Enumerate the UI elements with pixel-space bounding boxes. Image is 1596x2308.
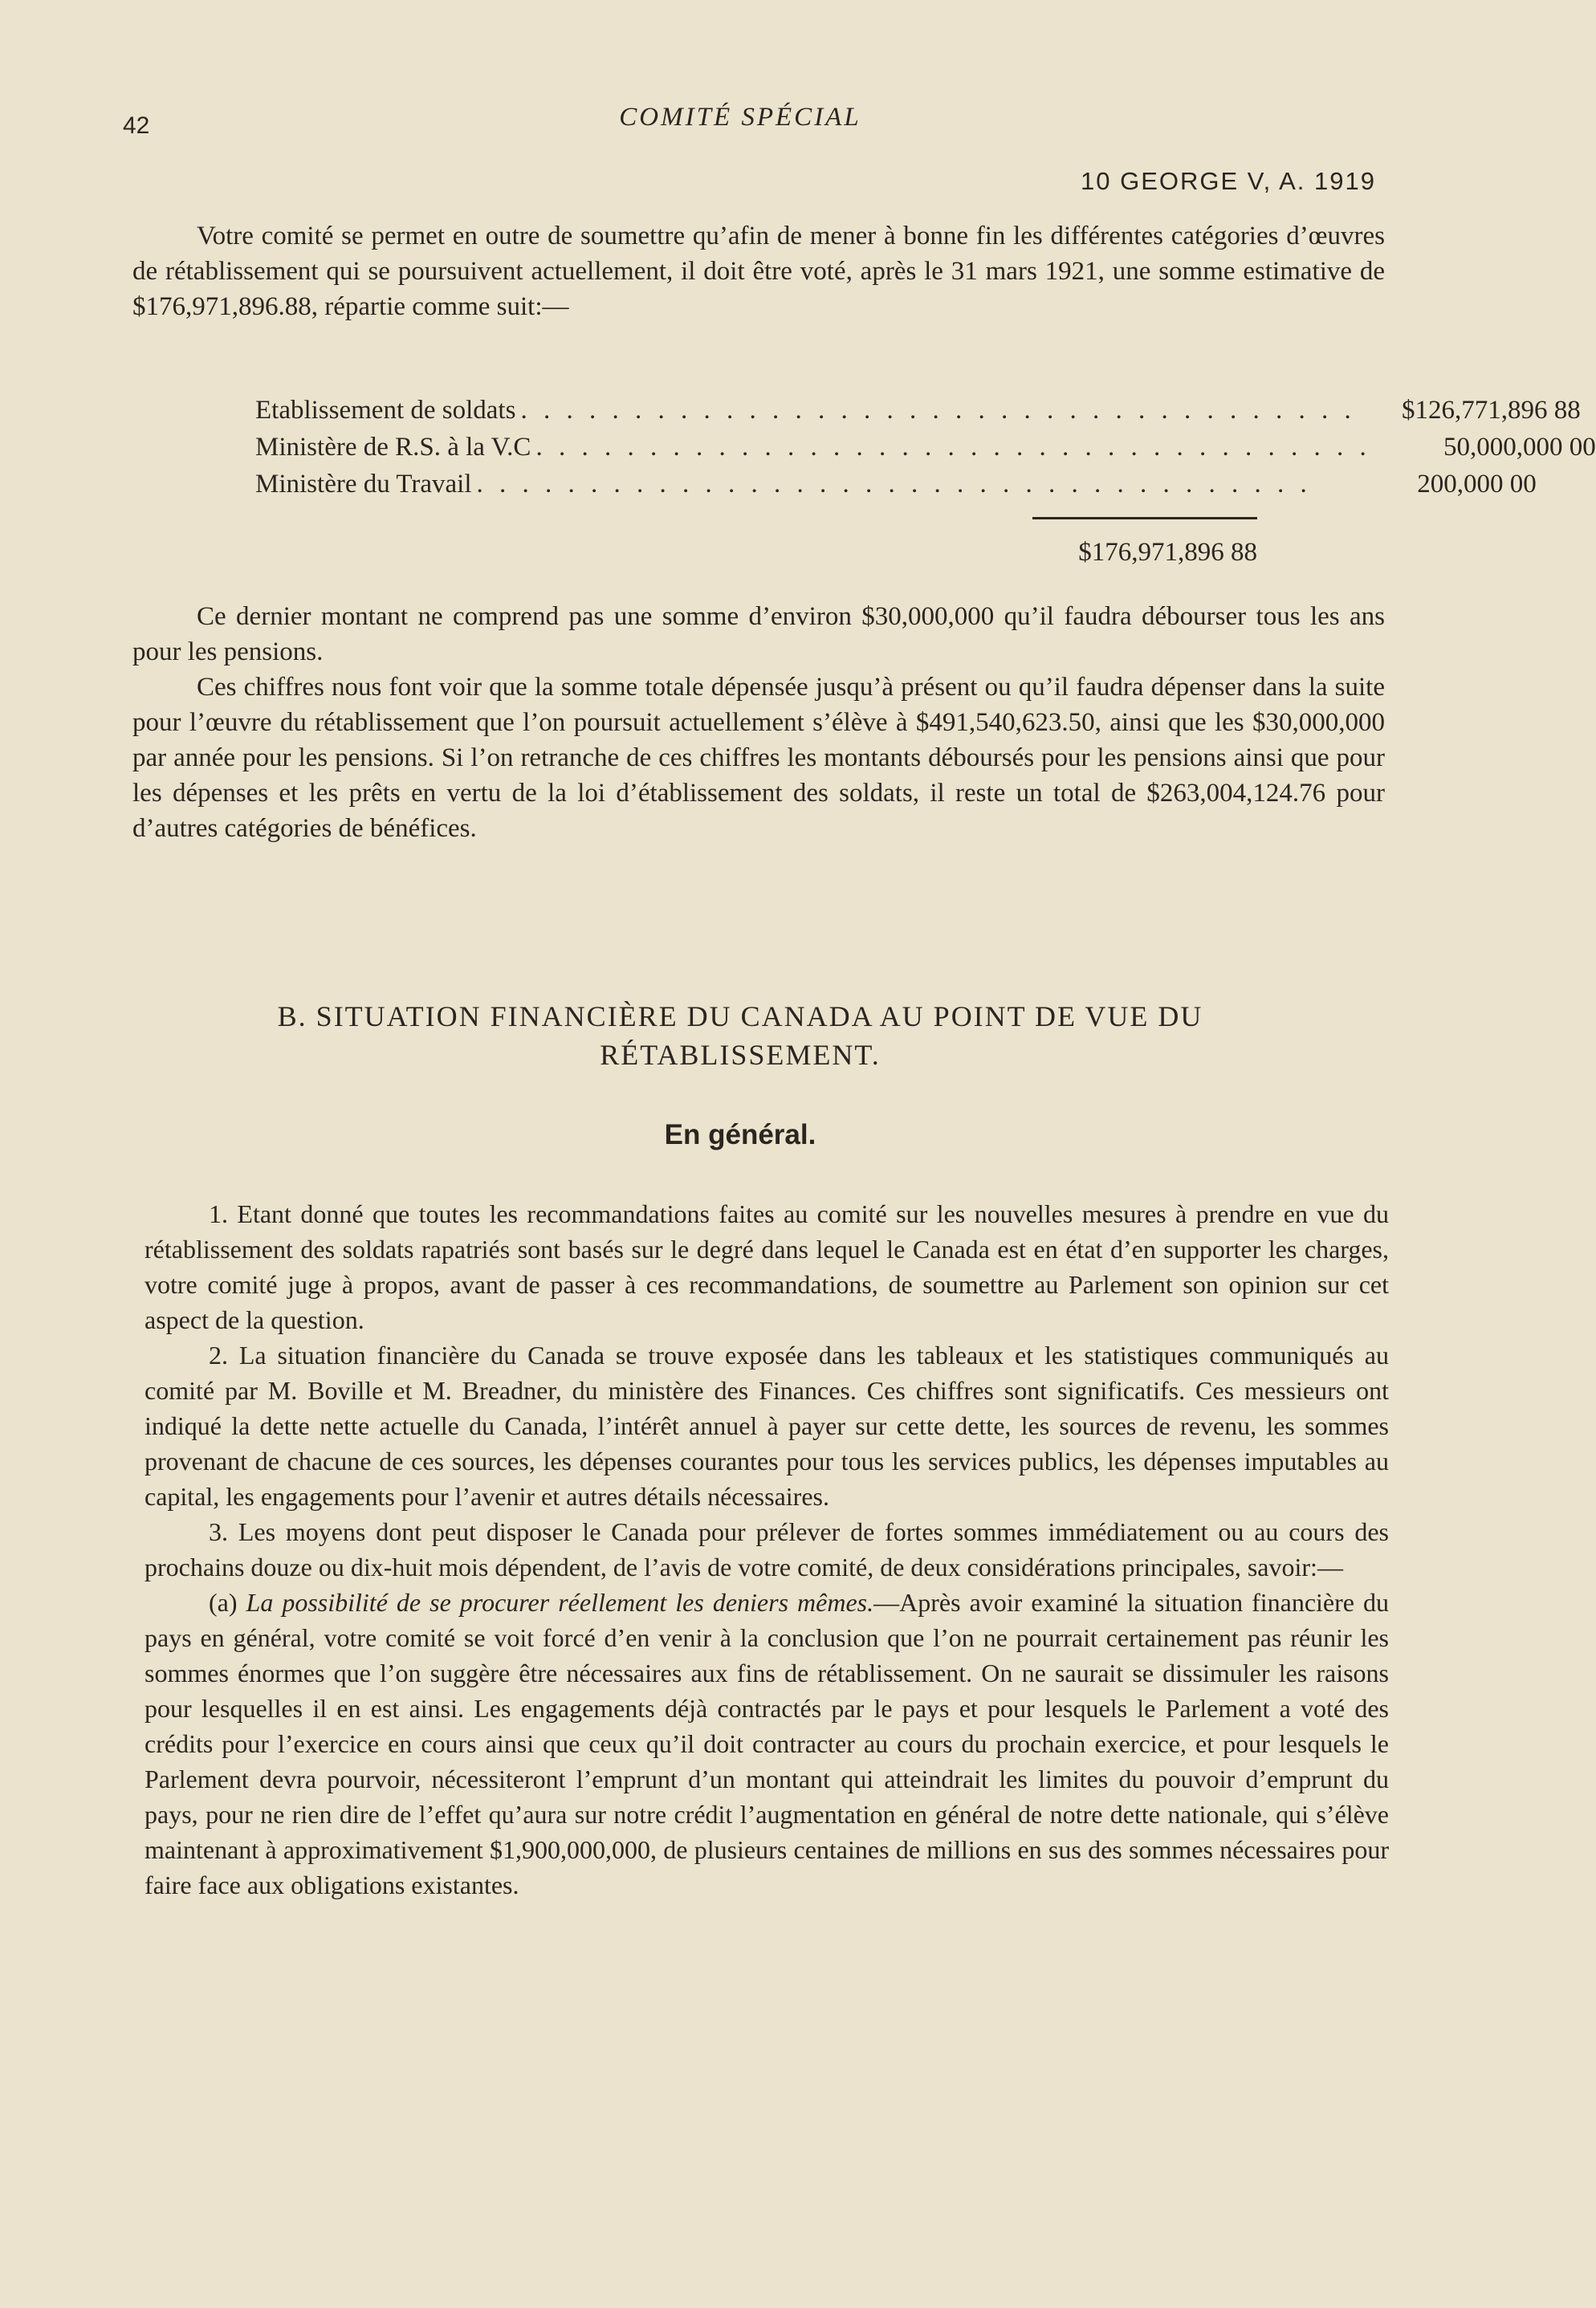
item-label: (a) [209,1588,238,1617]
session-reference: 10 GEORGE V, A. 1919 [1081,167,1376,195]
section-heading [0,997,1480,1074]
budget-row [255,466,1537,503]
page-number: 42 [123,112,150,139]
budget-amount: 50,000,000 00 [1443,433,1596,462]
budget-table [255,392,1596,571]
leader-dots: . . . . . . . . . . . . . . . . . . . . . . . . . . . . . . . . . . . . . [476,470,1312,499]
budget-label: Ministère du Travail [255,470,472,499]
paragraph-2: 2. La situation financière du Canada se trouve exposée dans les tableaux et les statistiques communiqués au comité par M. Boville et M. Breadner, du ministère des Finances. Ces chiffres sont significatifs. Ces messieurs ont indiqué la dette nette actuelle du Canada, l’intérêt annuel à payer sur cette dette, les sources de revenu, les sommes provenant de chacune de ces sources, les dépenses courantes pour tous les services publics, les dépenses imputables au capital, les engagements pour l’avenir et autres détails nécessaires. [145,1341,1389,1511]
leader-dots: . . . . . . . . . . . . . . . . . . . . . . . . . . . . . . . . . . . . . [535,433,1371,462]
budget-label: Ministère de R.S. à la V.C [255,433,531,462]
budget-row [255,429,1596,466]
section-heading-line: B. SITUATION FINANCIÈRE DU CANADA AU POINT DE VUE DU [277,1000,1203,1032]
item-title: La possibilité de se procurer réellement les deniers mêmes. [246,1588,874,1617]
budget-amount: 200,000 00 [1417,470,1537,499]
section-heading-line: RÉTABLISSEMENT. [600,1039,881,1071]
intro-section [132,218,1385,324]
total-rule [1032,517,1257,519]
item-text: —Après avoir examiné la situation financière du pays en général, votre comité se voit forcé d’en venir à la conclusion que l’on ne pourrait certainement pas réunir les sommes énormes que l’on suggère être nécessaires aux fins de rétablissement. On ne saurait se dissimuler les raisons pour lesquelles il en est ainsi. Les engagements déjà contractés par le pays et pour lesquels le Parlement a voté des crédits pour l’exercice en cours ainsi que ceux qu’il doit contracter au cours du prochain exercice, et pour lesquels le Parlement devra pourvoir, nécessiteront l’emprunt d’un montant qui atteindrait les limites du pouvoir d’emprunt du pays, pour ne rien dire de l’effet qu’aura sur notre crédit l’augmentation en général de notre dette nationale, qui s’élève maintenant à approximativement $1,900,000,000, de plusieurs centaines de millions en sus des sommes nécessaires pour faire face aux obligations existantes. [145,1588,1390,1899]
budget-label: Etablissement de soldats [255,396,516,425]
totals-paragraph: Ces chiffres nous font voir que la somme totale dépensée jusqu’à présent ou qu’il faudra dépenser dans la suite pour l’œuvre du rétablissement que l’on poursuit actuellement s’élève à $491,540,623.50, ainsi que les $30,000,000 par année pour les pensions. Si l’on retranche de ces chiffres les montants déboursés pour les pensions ainsi que pour les dépenses et les prêts en vertu de la loi d’établissement des soldats, il reste un total de $263,004,124.76 pour d’autres catégories de bénéfices. [132,673,1385,843]
subheading: En général. [664,1119,816,1150]
pensions-paragraph: Ce dernier montant ne comprend pas une somme d’environ $30,000,000 qu’il faudra débourser tous les ans pour les pensions. [132,602,1385,666]
budget-amount: $126,771,896 88 [1401,396,1581,425]
general-section [145,1196,1389,1903]
intro-paragraph: Votre comité se permet en outre de soumettre qu’afin de mener à bonne fin les différentes catégories d’œuvres de rétablissement qui se poursuivent actuellement, il doit être voté, après le 31 mars 1921, une somme estimative de $176,971,896.88, répartie comme suit:— [132,222,1385,321]
running-title: COMITÉ SPÉCIAL [619,103,861,132]
paragraph-1: 1. Etant donné que toutes les recommandations faites au comité sur les nouvelles mesures à prendre en vue du rétablissement des soldats rapatriés sont basés sur le degré dans lequel le Canada est en état d’en supporter les charges, votre comité juge à propos, avant de passer à ces recommandations, de soumettre au Parlement son opinion sur cet aspect de la question. [145,1199,1389,1334]
leader-dots: . . . . . . . . . . . . . . . . . . . . . . . . . . . . . . . . . . . . . [520,396,1356,425]
budget-total: $176,971,896 88 [1078,538,1257,567]
budget-row [255,392,1581,429]
after-table-section [132,599,1385,846]
paragraph-3: 3. Les moyens dont peut disposer le Canada pour prélever de fortes sommes immédiatement ou au cours des prochains douze ou dix-huit mois dépendent, de l’avis de votre comité, de deux considérations principales, savoir:— [145,1517,1389,1581]
paragraph-a [145,1585,1389,1903]
